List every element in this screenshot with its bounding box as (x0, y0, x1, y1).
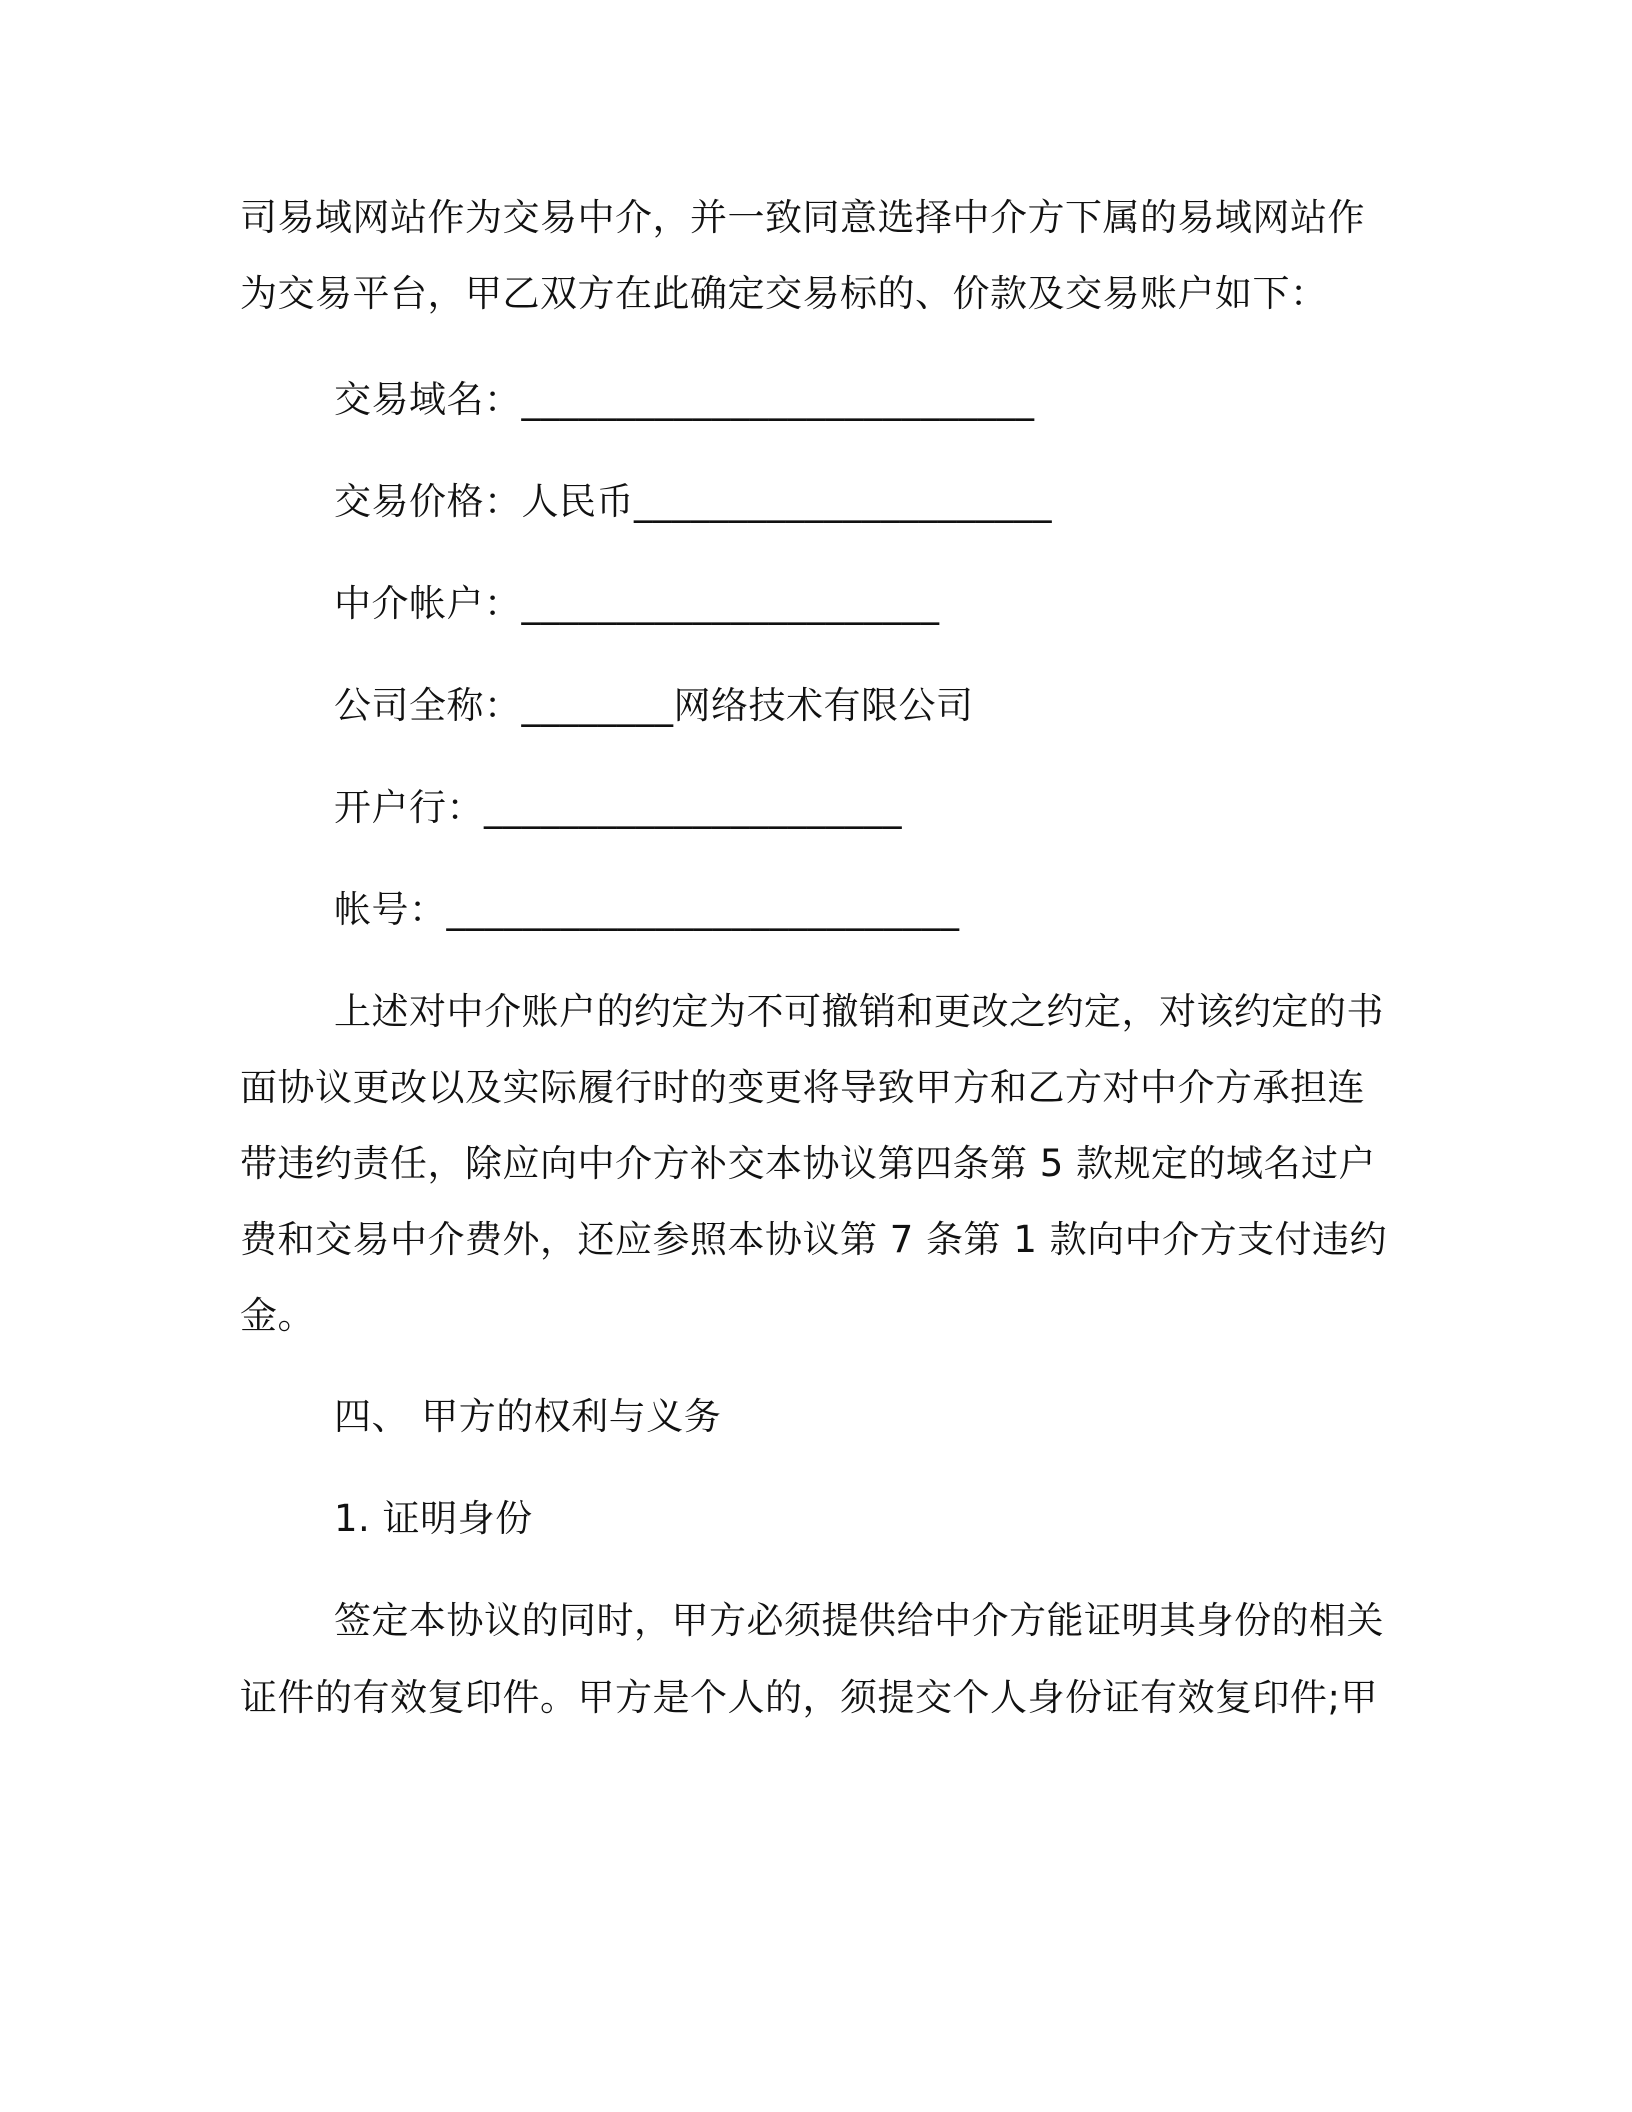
clause-line-2: 面协议更改以及实际履行时的变更将导致甲方和乙方对中介方承担连 (240, 1066, 1365, 1109)
field-account-number: 帐号：___________________________ (334, 888, 960, 931)
section-heading: 四、 甲方的权利与义务 (334, 1395, 722, 1438)
field-agent-account: 中介帐户：______________________ (334, 582, 940, 625)
intro-line-2: 为交易平台，甲乙双方在此确定交易标的、价款及交易账户如下： (240, 272, 1328, 315)
field-trade-price: 交易价格：人民币______________________ (334, 480, 1052, 523)
clause-line-5: 金。 (240, 1294, 315, 1337)
identity-line-2: 证件的有效复印件。甲方是个人的，须提交个人身份证有效复印件;甲 (240, 1676, 1378, 1719)
clause-line-1: 上述对中介账户的约定为不可撤销和更改之约定，对该约定的书 (334, 990, 1384, 1033)
field-company-name: 公司全称：________网络技术有限公司 (334, 684, 974, 727)
intro-line-1: 司易域网站作为交易中介，并一致同意选择中介方下属的易域网站作 (240, 196, 1365, 239)
clause-line-4: 费和交易中介费外，还应参照本协议第 7 条第 1 款向中介方支付违约 (240, 1218, 1388, 1261)
field-trade-domain: 交易域名：___________________________ (334, 378, 1035, 421)
clause-line-3: 带违约责任，除应向中介方补交本协议第四条第 5 款规定的域名过户 (240, 1142, 1377, 1185)
identity-line-1: 签定本协议的同时，甲方必须提供给中介方能证明其身份的相关 (334, 1599, 1384, 1642)
field-bank: 开户行：______________________ (334, 786, 902, 829)
subsection-heading: 1. 证明身份 (334, 1497, 533, 1540)
